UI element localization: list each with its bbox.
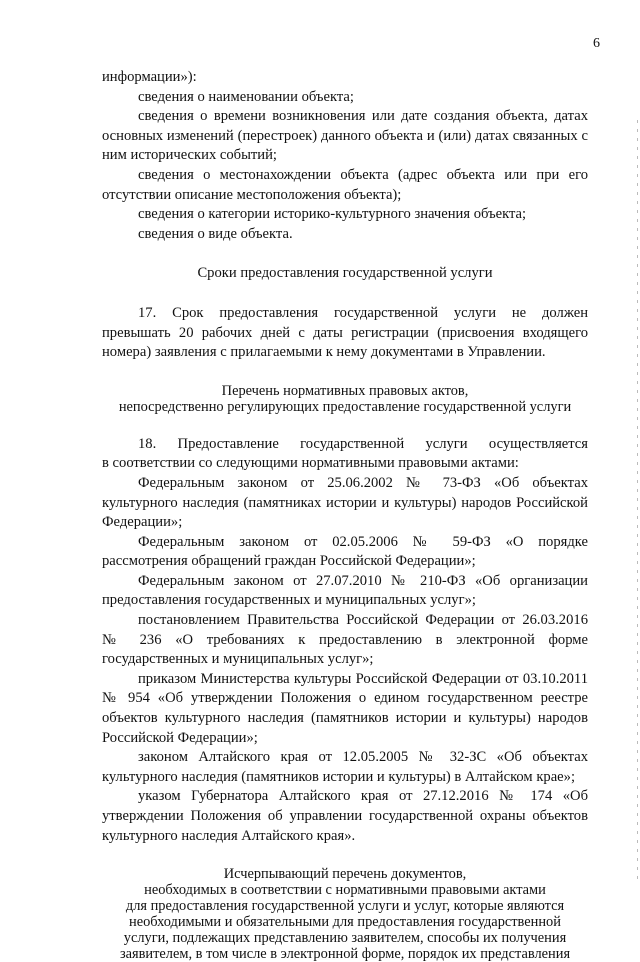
- list-item-kind: сведения о виде объекта.: [138, 225, 293, 242]
- paragraph-17-line: 17. Срок предоставления государственной услуги не должен: [138, 304, 588, 321]
- text-line: сведения о времени возникновения или дате создания объекта, датах: [138, 108, 588, 125]
- act-item-line: Федеральным законом от 25.06.2002 № 73-ФЗ «Об объектах: [138, 474, 588, 491]
- act-item-line: законом Алтайского края от 12.05.2005 № 32-ЗС «Об объектах: [138, 749, 588, 766]
- act-item-line: № 236 «О требованиях к предоставлению в электронной форме: [102, 631, 588, 648]
- section-heading-docs: Исчерпывающий перечень документов,: [223, 866, 467, 883]
- paragraph-18-line: 18. Предоставление государственной услуги осуществляется: [138, 435, 588, 452]
- act-item-line: Российской Федерации»;: [102, 729, 258, 746]
- act-item-line: утверждении Положения об управлении государственной охраны объектов: [102, 808, 588, 824]
- paragraph-17-line: номера) заявления с прилагаемыми к нему документами в Управлении.: [102, 344, 546, 361]
- act-item-line: предоставления государственных и муниципальных услуг»;: [102, 592, 476, 609]
- paragraph-18-line: в соответствии со следующими нормативными правовыми актами:: [102, 455, 519, 472]
- section-heading-acts: непосредственно регулирующих предоставление государственной услуги: [118, 398, 572, 415]
- act-item-line: культурного наследия Алтайского края».: [102, 827, 356, 844]
- act-item-line: Федеральным законом от 27.07.2010 № 210-ФЗ «Об организации: [138, 572, 588, 589]
- list-item-category: сведения о категории историко-культурного значения объекта;: [138, 206, 527, 223]
- text-line: отсутствии описание местоположения объекта);: [102, 186, 402, 203]
- section-heading-docs: для предоставления государственной услуги и услуг, которые являются: [125, 898, 565, 915]
- act-item-line: Федеральным законом от 02.05.2006 № 59-ФЗ «О порядке: [138, 533, 588, 550]
- act-item-line: постановлением Правительства Российской Федерации от 26.03.2016: [138, 612, 588, 629]
- page-body: [102, 68, 588, 962]
- act-item-line: № 954 «Об утверждении Положения о едином государственном реестре: [102, 690, 588, 707]
- act-item-line: объектов культурного наследия (памятников истории и культуры) народов: [102, 710, 588, 727]
- scan-edge-artifact: [637, 120, 638, 880]
- section-heading-docs: необходимых в соответствии с нормативными правовыми актами: [144, 882, 546, 899]
- page-number: 6: [593, 36, 600, 51]
- text-line: сведения о местонахождении объекта (адрес объекта или при его: [138, 166, 588, 183]
- text-line: основных изменений (перестроек) данного объекта и (или) датах связанных с: [102, 127, 588, 144]
- act-item-line: культурного наследия (памятников истории и культуры) в Алтайском крае»;: [102, 768, 576, 785]
- section-heading-terms: Сроки предоставления государственной услуги: [197, 265, 493, 282]
- section-heading-docs: необходимыми и обязательными для предоставления государственной: [129, 914, 561, 931]
- act-item-line: приказом Министерства культуры Российской Федерации от 03.10.2011: [138, 670, 588, 687]
- section-heading-docs: услуги, подлежащих представлению заявителем, способы их получения: [123, 930, 567, 947]
- act-item-line: Федерации»;: [102, 514, 183, 531]
- section-heading-docs: заявителем, в том числе в электронной форме, порядок их представления: [119, 946, 571, 962]
- act-item-line: государственных и муниципальных услуг»;: [102, 651, 374, 668]
- paragraph-17-line: превышать 20 рабочих дней с даты регистрации (присвоения входящего: [102, 324, 588, 341]
- act-item-line: рассмотрения обращений граждан Российской Федерации»;: [102, 553, 476, 570]
- text-line: ним исторических событий;: [102, 147, 277, 164]
- list-item-name: сведения о наименовании объекта;: [138, 88, 354, 105]
- section-heading-acts: Перечень нормативных правовых актов,: [221, 382, 469, 399]
- act-item-line: культурного наследия (памятниках истории и культуры) народов Российской: [102, 494, 588, 511]
- act-item-line: указом Губернатора Алтайского края от 27.12.2016 № 174 «Об: [138, 788, 588, 805]
- text-line: информации»):: [102, 69, 197, 85]
